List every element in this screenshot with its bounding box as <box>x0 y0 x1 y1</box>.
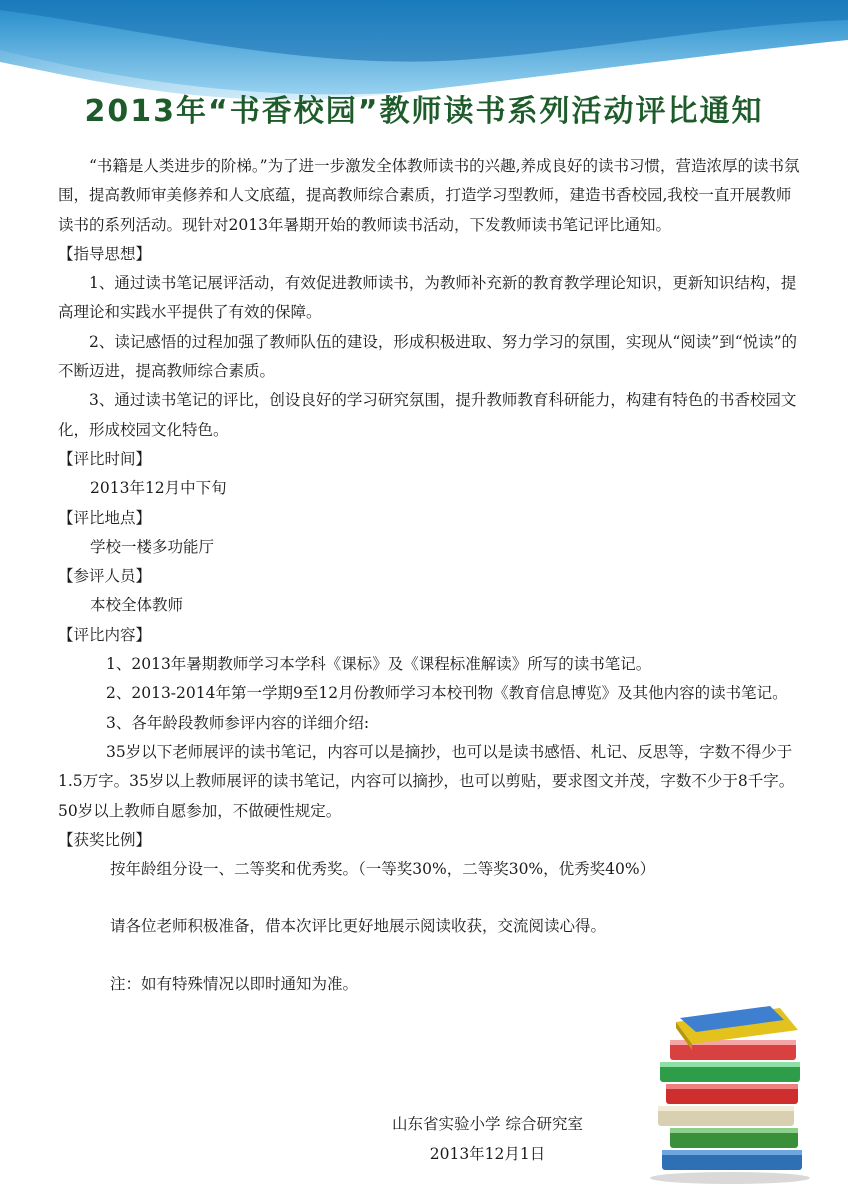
section-heading-awards: 【获奖比例】 <box>58 830 152 849</box>
time-value: 2013年12月中下旬 <box>90 479 227 498</box>
note-paragraph: 注：如有特殊情况以即时通知为准。 <box>110 974 359 993</box>
content-item-2: 2、2013-2014年第一学期9至12月份教师学习本校刊物《教育信息博览》及其他内容的读书笔记。 <box>106 684 788 703</box>
content-detail: 35岁以下老师展评的读书笔记，内容可以是摘抄，也可以是读书感悟、札记、反思等，字数不得少于1.5万字。35岁以上教师展评的读书笔记，内容可以摘抄，也可以剪贴，要求图文并茂，字数不少于8千字。50岁以上教师自愿参加，不做硬性规定。 <box>58 742 795 820</box>
content-item-3: 3、各年龄段教师参评内容的详细介绍: <box>106 713 370 732</box>
section-heading-place: 【评比地点】 <box>58 508 152 527</box>
signature-org: 山东省实验小学 综合研究室 <box>392 1115 583 1133</box>
section-heading-content: 【评比内容】 <box>58 625 152 644</box>
page-title: 2013年“书香校园”教师读书系列活动评比通知 <box>84 94 764 129</box>
awards-value: 按年龄组分设一、二等奖和优秀奖。（一等奖30%，二等奖30%，优秀奖40%） <box>110 860 656 879</box>
closing-paragraph: 请各位老师积极准备，借本次评比更好地展示阅读收获，交流阅读心得。 <box>110 917 607 936</box>
section-heading-guiding: 【指导思想】 <box>58 244 152 263</box>
intro-paragraph: “书籍是人类进步的阶梯。”为了进一步激发全体教师读书的兴趣,养成良好的读书习惯，营造浓厚的读书氛围，提高教师审美修养和人文底蕴，提高教师综合素质，打造学习型教师，建造书香校园,我校一直开展教师读书的系列活动。现针对2013年暑期开始的教师读书活动，下发教师读书笔记评比通知。 <box>58 157 800 234</box>
notice-body <box>58 152 800 999</box>
guiding-item-3: 3、通过读书笔记的评比，创设良好的学习研究氛围，提升教师教育科研能力，构建有特色的书香校园文化，形成校园文化特色。 <box>58 391 797 439</box>
book-stack-illustration <box>640 1000 815 1185</box>
section-heading-time: 【评比时间】 <box>58 449 152 468</box>
place-value: 学校一楼多功能厅 <box>90 537 215 556</box>
section-heading-participants: 【参评人员】 <box>58 567 152 586</box>
content-item-1: 1、2013年暑期教师学习本学科《课标》及《课程标准解读》所写的读书笔记。 <box>106 655 652 674</box>
signature-date: 2013年12月1日 <box>429 1145 546 1163</box>
participants-value: 本校全体教师 <box>90 596 184 615</box>
guiding-item-1: 1、通过读书笔记展评活动，有效促进教师读书，为教师补充新的教育教学理论知识，更新知识结构，提高理论和实践水平提供了有效的保障。 <box>58 274 797 322</box>
guiding-item-2: 2、读记感悟的过程加强了教师队伍的建设，形成积极进取、努力学习的氛围，实现从“阅读”到“悦读”的不断迈进，提高教师综合素质。 <box>58 332 798 381</box>
